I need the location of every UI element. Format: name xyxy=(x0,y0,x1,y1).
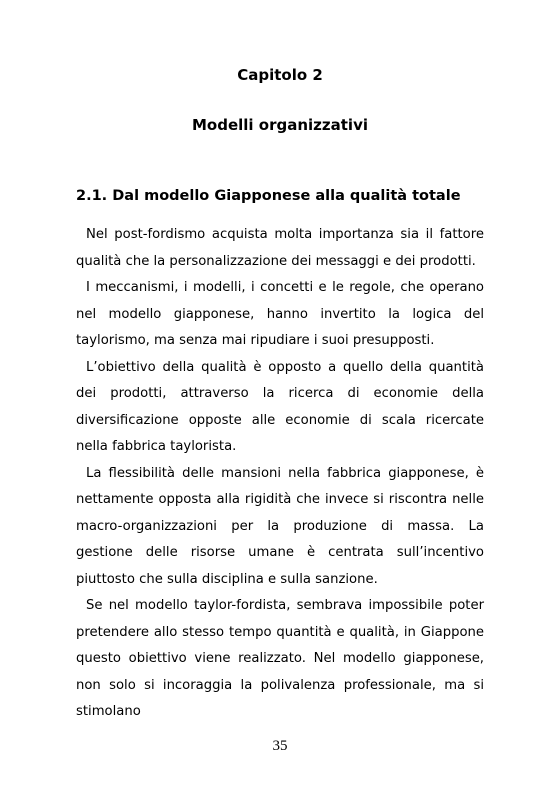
section-heading: 2.1. Dal modello Giapponese alla qualità totale xyxy=(76,188,461,204)
paragraph-2: I meccanismi, i modelli, i concetti e le regole, che operano nel modello giapponese, hanno invertito la logica del taylorismo, ma senza mai ripudiare i suoi presupposti. xyxy=(76,280,484,348)
body-text xyxy=(76,222,484,726)
paragraph-1: Nel post-fordismo acquista molta importanza sia il fattore qualità che la personalizzazione dei messaggi e dei prodotti. xyxy=(76,227,484,269)
paragraph-5: Se nel modello taylor-fordista, sembrava impossibile poter pretendere allo stesso tempo quantità e qualità, in Giappone questo obiettivo viene realizzato. Nel modello giapponese, non solo si incoraggia la polivalenza professionale, ma si stimolano xyxy=(76,598,484,719)
paragraph-4: La flessibilità delle mansioni nella fabbrica giapponese, è nettamente opposta alla rigidità che invece si riscontra nelle macro-organizzazioni per la produzione di massa. La gestione delle risorse umane è centrata sull’incentivo piuttosto che sulla disciplina e sulla sanzione. xyxy=(76,465,484,587)
chapter-title: Modelli organizzativi xyxy=(192,116,368,134)
chapter-number: Capitolo 2 xyxy=(237,66,323,84)
page-number: 35 xyxy=(272,738,288,754)
paragraph-3: L’obiettivo della qualità è opposto a quello della quantità dei prodotti, attraverso la ricerca di economie della diversificazione opposte alle economie di scala ricercate nella fabbrica taylorista. xyxy=(76,359,484,454)
